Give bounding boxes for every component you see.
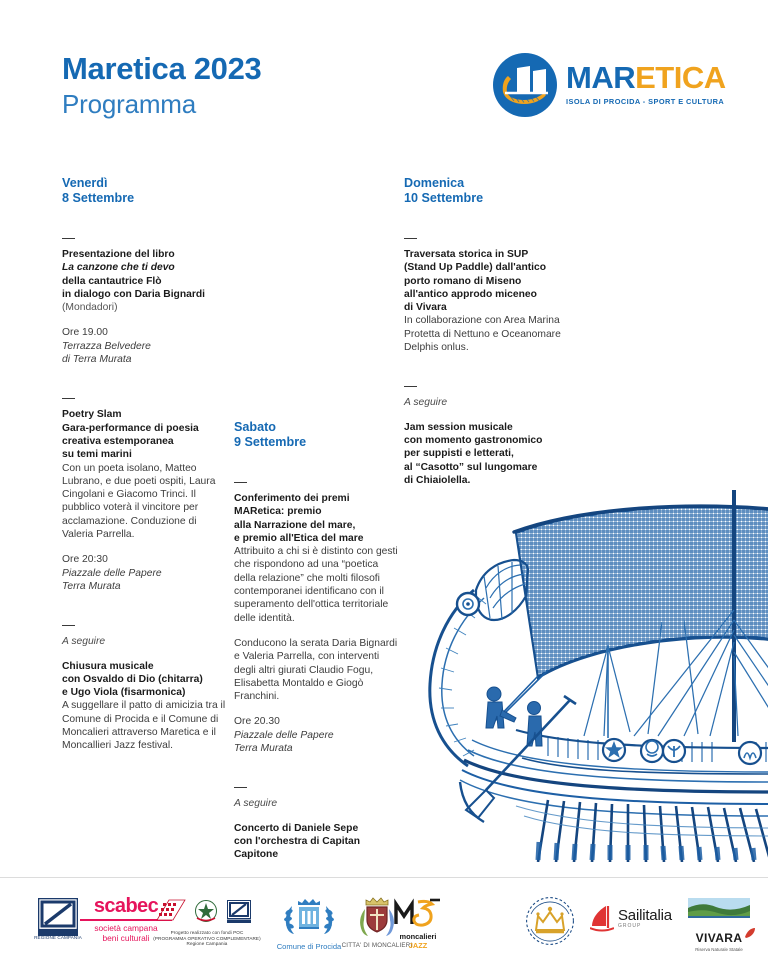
column-venerdi: [62, 176, 230, 753]
event-divider: [62, 625, 75, 626]
page-subtitle: Programma: [62, 89, 197, 120]
event-title-line: per suppisti e letterati,: [404, 448, 514, 460]
sailitalia-icon: [590, 904, 614, 932]
event-title-line: creativa estemporanea: [62, 435, 174, 447]
sponsor-label: scabec: [93, 895, 159, 917]
event-title-line: con l'orchestra di Capitan: [234, 835, 361, 847]
sponsor-moncalieri-jazz: [378, 896, 458, 950]
event-place-line: Piazzale delle Papere: [62, 567, 162, 579]
event-time: Ore 19.00: [62, 327, 108, 339]
event-title-line: Gara-performance di poesia: [62, 422, 199, 434]
poc-emblems-icon: [155, 898, 259, 924]
event-title-line: porto romano di Miseno: [404, 275, 522, 287]
day-name: Sabato: [234, 420, 276, 434]
column-sabato: [234, 420, 402, 862]
column-domenica: [404, 176, 582, 487]
event-body: In collaborazione con Area Marina Protetta di Nettuno e Oceanomare Delphis onlus.: [404, 315, 561, 354]
event-block: [234, 482, 402, 755]
sponsor-label: VIVARA: [695, 931, 743, 945]
event-body: Con un poeta isolano, Matteo Lubrano, e due poeti ospiti, Laura Cingolani e Giacomo Trinci. Il pubblico voterà il vincitore per acclamazione. Conduzione di Valeria Parrella.: [62, 462, 216, 541]
event-title: [404, 421, 582, 487]
day-date: 9 Settembre: [234, 435, 307, 449]
day-heading-venerdi: [62, 176, 230, 206]
vivara-leaf-icon: [744, 927, 756, 939]
event-title-line: al “Casotto” sul lungomare: [404, 461, 538, 473]
sponsor-sub1: GROUP: [618, 922, 642, 929]
event-title-line-italic: La canzone che ti devo: [62, 262, 175, 274]
vivara-island-icon: [688, 898, 750, 926]
event-place-line: Terrazza Belvedere: [62, 340, 151, 352]
day-heading-sabato: [234, 420, 402, 450]
event-divider: [404, 386, 417, 387]
event-title-line: Presentazione del libro: [62, 249, 175, 260]
event-title-line: Jam session musicale: [404, 421, 513, 433]
event-block: [404, 238, 582, 354]
event-place-line: Piazzale delle Papere: [234, 729, 334, 741]
event-body: A suggellare il patto di amicizia tra il Comune di Procida e il Comune di Moncalieri attraverso Maretica e il Moncallieri Jazz festival.: [62, 700, 226, 752]
sponsor-label: CITTA' DI MONCALIERI: [341, 942, 413, 949]
moncalieri-jazz-icon: [392, 896, 444, 928]
maretica-logo: [492, 52, 726, 122]
event-title-line: Conferimento dei premi: [234, 493, 350, 504]
event-title-line: Poetry Slam: [62, 409, 122, 421]
event-divider: [404, 238, 417, 239]
poc-caption-1: Progetto realizzato con fondi POC: [170, 930, 244, 935]
sponsor-label: Comune di Procida: [276, 942, 342, 951]
event-title-line: all'antico approdo miceneo: [404, 288, 537, 300]
day-name: Domenica: [404, 176, 465, 190]
day-name: Venerdì: [62, 176, 108, 190]
event-time: Ore 20:30: [62, 554, 108, 566]
event-body: Attribuito a chi si è distinto con gesti che rispondono ad una “poetica della relazione” che molti filosofi contemporanei identificano con il superamento dell'ottica territoriale delle identità.: [234, 546, 398, 624]
vesuvietna-icon: [523, 896, 577, 946]
event-title-line: della cantautrice Flò: [62, 275, 162, 287]
event-title-line: con momento gastronomico: [404, 434, 543, 446]
day-heading-domenica: [404, 176, 582, 206]
event-title-line: di Vivara: [404, 302, 447, 314]
event-aseguire-label: A seguire: [404, 397, 448, 409]
sponsor-label: REGIONE CAMPANIA: [34, 935, 82, 940]
sponsor-sub2: beni culturali: [102, 932, 150, 943]
event-divider: [62, 238, 75, 239]
event-title-line: (Stand Up Paddle) dall'antico: [404, 262, 547, 274]
poc-caption-3: Regione Campania: [186, 941, 228, 947]
event-title-line: alla Narrazione del mare,: [234, 519, 356, 531]
poc-caption-2: (PROGRAMMA OPERATIVO COMPLEMENTARE): [153, 935, 261, 941]
event-block: [62, 625, 230, 752]
event-title-line: su temi marini: [62, 449, 132, 461]
event-title: [62, 248, 230, 301]
maretica-tagline: ISOLA DI PROCIDA - SPORT E CULTURA: [566, 97, 725, 106]
event-divider: [62, 398, 75, 399]
event-block: [62, 398, 230, 593]
event-title-line: Traversata storica in SUP: [404, 249, 529, 260]
sponsor-sub1: Riserva Naturale Statale: [695, 947, 743, 952]
page-title: Maretica 2023: [62, 51, 262, 86]
event-aseguire-label: A seguire: [234, 798, 278, 810]
event-title-line: MARetica: premio: [234, 506, 322, 518]
poster-header: [0, 0, 768, 150]
event-title-line: di Chiaiolella.: [404, 474, 471, 486]
sponsor-vesuvietna: [514, 896, 586, 951]
event-block: [404, 386, 582, 487]
event-title-line: in dialogo con Daria Bignardi: [62, 288, 206, 300]
day-date: 10 Settembre: [404, 191, 484, 205]
day-date: 8 Settembre: [62, 191, 135, 205]
ancient-ship-illustration: [398, 470, 768, 862]
event-place-line: Terra Murata: [234, 743, 293, 755]
maretica-roundel-icon: [492, 52, 558, 118]
event-title-line: Capitone: [234, 849, 279, 861]
event-title-line: Chiusura musicale: [62, 660, 154, 672]
event-title-line: con Osvaldo di Dio (chitarra): [62, 673, 203, 685]
wordmark-etica: ETICA: [635, 60, 726, 95]
event-place-line: Terra Murata: [62, 580, 121, 592]
event-title-line: Concerto di Daniele Sepe: [234, 822, 359, 834]
sponsor-logo-row: [22, 886, 746, 952]
event-title: [234, 822, 402, 862]
event-aseguire-label: A seguire: [62, 636, 106, 648]
maretica-logo-text: [566, 62, 726, 106]
regione-campania-icon: [38, 898, 78, 936]
event-title: [62, 660, 230, 700]
event-block: [234, 787, 402, 861]
event-title-line: e Ugo Viola (fisarmonica): [62, 687, 186, 699]
event-time: Ore 20.30: [234, 716, 280, 728]
wordmark-mar: MAR: [566, 60, 636, 95]
sponsor-sub1: JAZZ: [408, 941, 428, 950]
event-note: (Mondadori): [62, 302, 118, 314]
sponsor-sub1: società campana: [94, 922, 158, 933]
sponsor-label: Sailitalia: [618, 906, 672, 924]
sponsor-vivara: [684, 898, 754, 952]
title-block: [62, 52, 261, 120]
event-divider: [234, 482, 247, 483]
poster-footer: [0, 878, 768, 960]
event-title-line: e premio all'Etica del mare: [234, 532, 364, 544]
event-block: [62, 238, 230, 366]
event-title: [62, 408, 230, 461]
sponsor-poc-campania: [152, 898, 262, 947]
event-title: [404, 248, 582, 314]
event-body-secondary: Conducono la serata Daria Bignardi e Valeria Parrella, con interventi degli altri giurati Claudio Fogu, Elisabetta Montaldo e Giogò Franchini.: [234, 637, 398, 703]
event-title: [234, 492, 402, 545]
sponsor-label: moncalieri: [399, 932, 437, 941]
event-divider: [234, 787, 247, 788]
maretica-wordmark: [566, 62, 726, 93]
event-place-line: di Terra Murata: [62, 354, 132, 366]
